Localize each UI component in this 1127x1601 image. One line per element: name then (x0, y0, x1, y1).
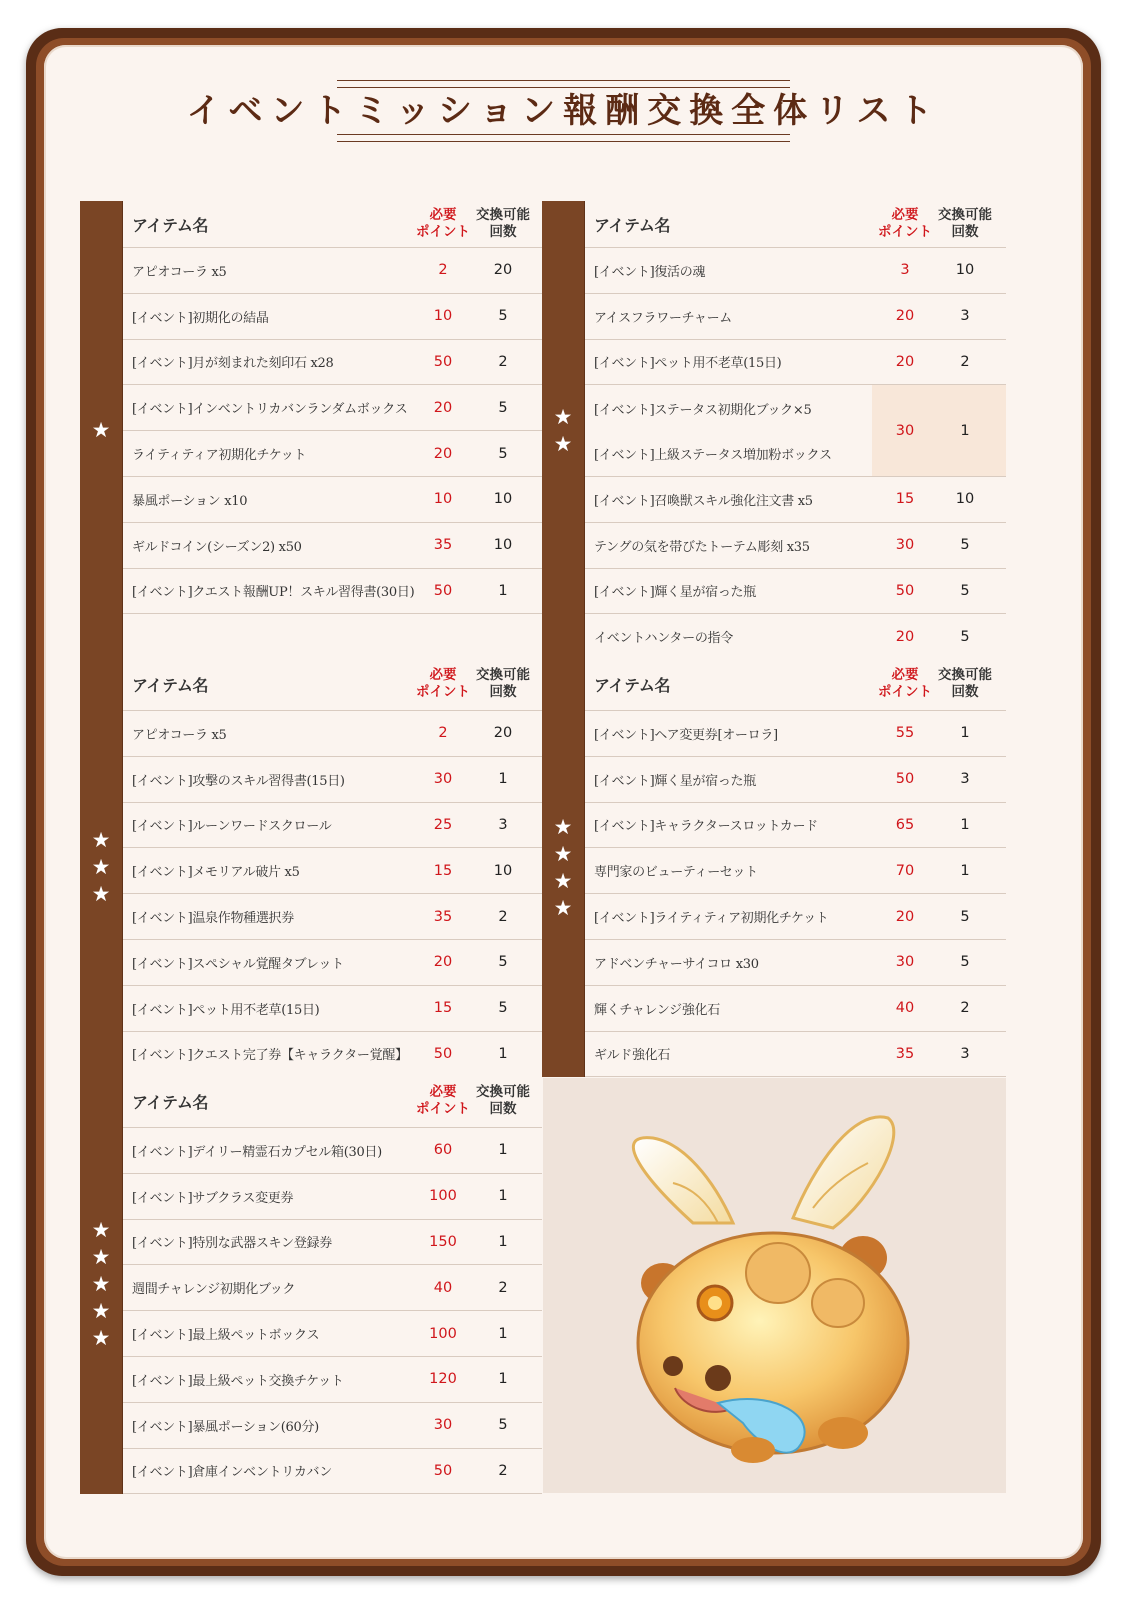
item-name: [イベント]最上級ペット交換チケット (132, 1373, 344, 1389)
item-name: [イベント]ペット用不老草(15日) (594, 356, 782, 372)
item-name: [イベント]暴風ポーション(60分) (132, 1419, 319, 1435)
required-points: 70 (895, 862, 915, 879)
header-count-line: 交換可能 (476, 207, 530, 223)
exchange-count: 1 (498, 1325, 508, 1342)
table-row (123, 1311, 542, 1357)
required-points: 120 (429, 1371, 457, 1388)
required-points: 35 (433, 537, 453, 554)
table-row (585, 848, 1006, 894)
exchange-count: 2 (498, 1279, 508, 1296)
exchange-count: 2 (498, 908, 508, 925)
item-name: [イベント]スペシャル覚醒タブレット (132, 956, 344, 972)
header-count-line: 回数 (951, 224, 979, 240)
required-points: 50 (895, 582, 915, 599)
item-name: [イベント]キャラクタースロットカード (594, 819, 818, 835)
star-section-3 (80, 658, 542, 1077)
header-points-line: 必要 (429, 667, 457, 683)
table-row (585, 986, 1006, 1032)
table-header (585, 658, 1006, 711)
header-count-line: 交換可能 (476, 667, 530, 683)
required-points: 20 (433, 445, 453, 462)
header-count-line: 回数 (489, 224, 517, 240)
page-title: イベントミッション報酬交換全体リスト (186, 91, 941, 131)
exchange-count: 1 (498, 1371, 508, 1388)
exchange-count: 10 (493, 537, 513, 554)
required-points: 10 (433, 491, 453, 508)
header-exchange-count (468, 1075, 538, 1127)
table-row (123, 1032, 542, 1078)
star-icon: ★ (91, 855, 111, 880)
header-points-line: 必要 (891, 667, 919, 683)
table-row (585, 711, 1006, 757)
item-name: [イベント]最上級ペットボックス (132, 1328, 320, 1344)
exchange-count: 10 (493, 491, 513, 508)
exchange-count (468, 614, 538, 659)
item-name: イベントハンターの指令 (594, 631, 733, 647)
item-name: [イベント]ステータス初期化ブック×5 (594, 402, 812, 418)
header-item-name: アイテム名 (594, 215, 671, 235)
star-section-1 (80, 201, 542, 660)
table-row (585, 803, 1006, 849)
table-row (585, 569, 1006, 615)
star-icon: ★ (553, 404, 573, 429)
table-row (123, 1174, 542, 1220)
required-points: 20 (895, 353, 915, 370)
exchange-count: 5 (498, 399, 508, 416)
table-header (123, 201, 542, 248)
title-decoration (187, 76, 941, 146)
header-exchange-count (930, 201, 1000, 247)
item-name: [イベント]輝く星が宿った瓶 (594, 773, 756, 789)
table-row (585, 340, 1006, 386)
item-name: 暴風ポーション x10 (132, 493, 248, 509)
item-table (585, 658, 1006, 1077)
required-points: 35 (895, 1045, 915, 1062)
item-name: ギルドコイン(シーズン2) x50 (132, 539, 302, 555)
item-name: アピオコーラ x5 (132, 264, 227, 280)
table-row (123, 803, 542, 849)
header-points-line: ポイント (416, 224, 470, 240)
header-points-line: ポイント (416, 1101, 470, 1117)
required-points: 20 (895, 628, 915, 645)
header-exchange-count (468, 658, 538, 710)
table-row (123, 986, 542, 1032)
item-name: [イベント]攻撃のスキル習得書(15日) (132, 773, 345, 789)
required-points: 50 (433, 1045, 453, 1062)
exchange-count: 20 (493, 262, 513, 279)
exchange-count: 3 (960, 308, 970, 325)
required-points: 100 (429, 1325, 457, 1342)
required-points: 20 (433, 954, 453, 971)
header-count-line: 交換可能 (938, 667, 992, 683)
item-name: アドベンチャーサイコロ x30 (594, 956, 759, 972)
exchange-count: 5 (960, 582, 970, 599)
table-row (123, 385, 542, 431)
star-icon: ★ (553, 841, 573, 866)
required-points: 30 (433, 771, 453, 788)
header-item-name: アイテム名 (132, 675, 209, 695)
exchange-count: 1 (498, 1188, 508, 1205)
table-row (123, 940, 542, 986)
header-points-line: ポイント (878, 224, 932, 240)
header-count-line: 回数 (489, 1101, 517, 1117)
table-row (123, 1220, 542, 1266)
exchange-count: 5 (960, 908, 970, 925)
item-name: [イベント]初期化の結晶 (132, 310, 269, 326)
table-row (585, 294, 1006, 340)
table-row (585, 477, 1006, 523)
required-points: 65 (895, 816, 915, 833)
header-item-name: アイテム名 (594, 675, 671, 695)
item-name: [イベント]倉庫インベントリカバン (132, 1465, 332, 1481)
exchange-count: 1 (498, 1233, 508, 1250)
exchange-count: 5 (498, 954, 508, 971)
exchange-count: 2 (498, 1462, 508, 1479)
item-name: アピオコーラ x5 (132, 727, 227, 743)
item-name: [イベント]ライティティア初期化チケット (594, 911, 829, 927)
exchange-count: 1 (960, 816, 970, 833)
header-count-line: 回数 (489, 684, 517, 700)
item-table (585, 201, 1006, 660)
table-row (123, 248, 542, 294)
star-icon: ★ (91, 1272, 111, 1297)
item-name: [イベント]クエスト完了券【キャラクター覚醒】 (132, 1048, 408, 1064)
winged-hamster-mascot-icon (543, 1078, 1006, 1493)
required-points: 50 (433, 353, 453, 370)
exchange-count: 3 (960, 1045, 970, 1062)
exchange-count: 3 (960, 771, 970, 788)
exchange-count: 5 (498, 1000, 508, 1017)
required-points: 10 (433, 308, 453, 325)
star-icon: ★ (91, 1299, 111, 1324)
item-name: [イベント]インベントリカバンランダムボックス (132, 402, 408, 418)
exchange-count: 2 (960, 1000, 970, 1017)
star-rank-band (80, 658, 123, 1077)
header-points-line: 必要 (429, 207, 457, 223)
star-section-2 (542, 201, 1006, 660)
table-row (123, 1449, 542, 1495)
table-row (123, 1128, 542, 1174)
star-icon: ★ (91, 1245, 111, 1270)
star-icon: ★ (553, 814, 573, 839)
star-icon: ★ (91, 828, 111, 853)
required-points: 150 (429, 1233, 457, 1250)
star-icon: ★ (553, 868, 573, 893)
table-row (585, 894, 1006, 940)
item-name: ギルド強化石 (594, 1048, 671, 1064)
required-points: 50 (433, 1462, 453, 1479)
header-count-line: 交換可能 (476, 1084, 530, 1100)
exchange-count: 5 (960, 537, 970, 554)
table-row (123, 757, 542, 803)
item-name: 輝くチャレンジ強化石 (594, 1002, 720, 1018)
item-name: [イベント]クエスト報酬UP！スキル習得書(30日) (132, 585, 415, 601)
required-points: 20 (433, 399, 453, 416)
table-row (585, 757, 1006, 803)
table-row (123, 294, 542, 340)
required-points: 30 (895, 954, 915, 971)
item-table (123, 1075, 542, 1494)
item-name: [イベント]特別な武器スキン登録券 (132, 1236, 332, 1252)
table-row (123, 340, 542, 386)
header-exchange-count (468, 201, 538, 247)
exchange-count: 1 (498, 582, 508, 599)
table-row (585, 523, 1006, 569)
item-name: [イベント]復活の魂 (594, 264, 706, 280)
title-area (0, 76, 1127, 146)
table-header (585, 201, 1006, 248)
exchange-count: 5 (498, 1417, 508, 1434)
exchange-count: 5 (960, 954, 970, 971)
header-points-line: 必要 (891, 207, 919, 223)
table-row (123, 711, 542, 757)
table-row (123, 431, 542, 477)
table-row (585, 1032, 1006, 1078)
item-name: 専門家のビューティーセット (594, 865, 758, 881)
header-count-line: 回数 (951, 684, 979, 700)
header-exchange-count (930, 658, 1000, 710)
header-points-line: ポイント (878, 684, 932, 700)
table-header (123, 658, 542, 711)
star-icon: ★ (91, 1218, 111, 1243)
star-section-5 (80, 1075, 542, 1494)
table-row (123, 1357, 542, 1403)
item-name: [イベント]デイリー精霊石カプセル箱(30日) (132, 1144, 382, 1160)
exchange-count: 10 (955, 262, 975, 279)
table-row (123, 1403, 542, 1449)
star-rank-band (542, 658, 585, 1077)
item-name: 週間チャレンジ初期化ブック (132, 1282, 296, 1298)
exchange-count: 1 (498, 1142, 508, 1159)
header-points-line: ポイント (416, 684, 470, 700)
star-icon: ★ (553, 431, 573, 456)
required-points: 15 (433, 862, 453, 879)
exchange-count: 1 (498, 1045, 508, 1062)
star-rank-band (80, 201, 123, 660)
table-row (123, 614, 542, 660)
header-points-line: 必要 (429, 1084, 457, 1100)
required-points: 35 (433, 908, 453, 925)
star-icon: ★ (91, 418, 111, 443)
item-name: [イベント]月が刻まれた刻印石 x28 (132, 356, 334, 372)
required-points: 60 (433, 1142, 453, 1159)
required-points: 50 (895, 771, 915, 788)
exchange-count: 1 (960, 725, 970, 742)
required-points: 2 (438, 262, 448, 279)
star-icon: ★ (91, 882, 111, 907)
required-points: 100 (429, 1188, 457, 1205)
merged-exchange-count: 1 (960, 423, 970, 440)
required-points: 55 (895, 725, 915, 742)
item-name: [イベント]温泉作物種選択券 (132, 911, 294, 927)
table-row (123, 477, 542, 523)
exchange-count: 5 (498, 308, 508, 325)
required-points: 25 (433, 816, 453, 833)
required-points: 20 (895, 908, 915, 925)
star-icon: ★ (553, 895, 573, 920)
item-table (123, 658, 542, 1077)
table-row (123, 894, 542, 940)
item-table (123, 201, 542, 660)
required-points: 30 (433, 1417, 453, 1434)
exchange-count: 10 (955, 491, 975, 508)
item-name: テングの気を帯びたトーテム彫刻 x35 (594, 539, 810, 555)
exchange-count: 1 (498, 771, 508, 788)
header-item-name: アイテム名 (132, 215, 209, 235)
required-points: 20 (895, 308, 915, 325)
header-item-name: アイテム名 (132, 1092, 209, 1112)
exchange-count: 1 (960, 862, 970, 879)
exchange-count: 5 (960, 628, 970, 645)
item-name: ライティティア初期化チケット (132, 448, 307, 464)
mascot-panel (543, 1078, 1006, 1493)
item-name: [イベント]召喚獣スキル強化注文書 x5 (594, 493, 813, 509)
item-name: [イベント]サブクラス変更券 (132, 1190, 294, 1206)
required-points: 40 (433, 1279, 453, 1296)
required-points: 3 (900, 262, 910, 279)
table-header (123, 1075, 542, 1128)
required-points: 15 (895, 491, 915, 508)
table-row (585, 614, 1006, 660)
table-row (123, 848, 542, 894)
required-points: 40 (895, 1000, 915, 1017)
exchange-count: 2 (960, 353, 970, 370)
item-name: [イベント]メモリアル破片 x5 (132, 865, 300, 881)
star-section-4 (542, 658, 1006, 1077)
table-row (585, 940, 1006, 986)
table-row (123, 569, 542, 615)
table-row (123, 1265, 542, 1311)
merged-required-points: 30 (895, 423, 915, 440)
required-points: 15 (433, 1000, 453, 1017)
table-row (585, 248, 1006, 294)
exchange-count: 10 (493, 862, 513, 879)
item-name: [イベント]輝く星が宿った瓶 (594, 585, 756, 601)
item-name: [イベント]ペット用不老草(15日) (132, 1002, 320, 1018)
star-rank-band (80, 1075, 123, 1494)
exchange-count: 3 (498, 816, 508, 833)
exchange-count: 20 (493, 725, 513, 742)
required-points: 30 (895, 537, 915, 554)
item-name: [イベント]上級ステータス増加粉ボックス (594, 448, 832, 464)
item-name: [イベント]ルーンワードスクロール (132, 819, 332, 835)
exchange-count: 2 (498, 353, 508, 370)
required-points: 50 (433, 582, 453, 599)
item-name: アイスフラワーチャーム (594, 310, 733, 326)
star-rank-band (542, 201, 585, 660)
exchange-count: 5 (498, 445, 508, 462)
header-count-line: 交換可能 (938, 207, 992, 223)
table-row (123, 523, 542, 569)
star-icon: ★ (91, 1326, 111, 1351)
item-name: [イベント]ヘア変更券[オーロラ] (594, 727, 778, 743)
required-points: 2 (438, 725, 448, 742)
